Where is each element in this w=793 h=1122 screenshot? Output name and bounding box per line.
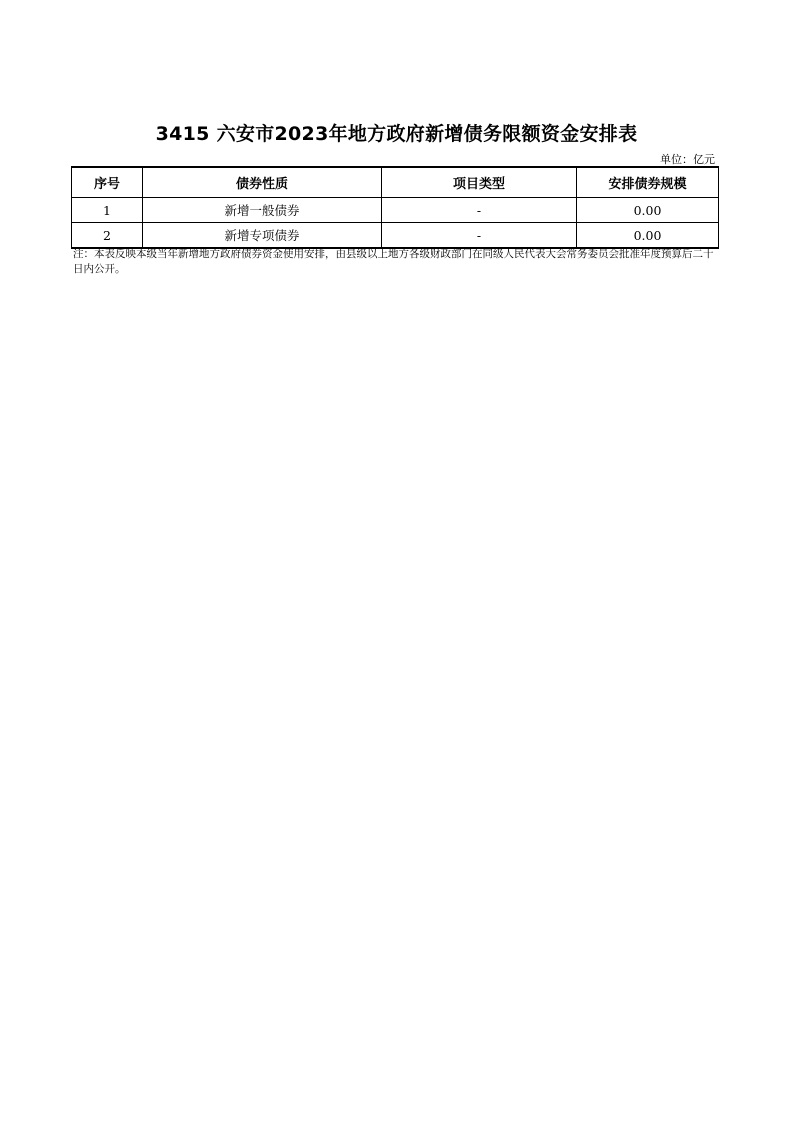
debt-allocation-table xyxy=(71,166,719,249)
header-bond-type: 债券性质 xyxy=(143,167,382,198)
cell-bond-amount: 0.00 xyxy=(577,198,719,223)
header-project-type: 项目类型 xyxy=(382,167,577,198)
cell-project-type: - xyxy=(382,223,577,249)
cell-serial-number: 1 xyxy=(72,198,143,223)
header-bond-amount: 安排债券规模 xyxy=(577,167,719,198)
cell-bond-type: 新增一般债券 xyxy=(143,198,382,223)
cell-serial-number: 2 xyxy=(72,223,143,249)
unit-label: 单位：亿元 xyxy=(660,153,715,166)
cell-bond-amount: 0.00 xyxy=(577,223,719,249)
table-row xyxy=(72,223,719,249)
header-serial-number: 序号 xyxy=(72,167,143,198)
page-title: 3415 六安市2023年地方政府新增债务限额资金安排表 xyxy=(155,123,638,145)
table-row xyxy=(72,198,719,223)
cell-bond-type: 新增专项债券 xyxy=(143,223,382,249)
table-header-row xyxy=(72,167,719,198)
cell-project-type: - xyxy=(382,198,577,223)
footnote: 注：本表反映本级当年新增地方政府债券资金使用安排，由县级以上地方各级财政部门在同级人民代表大会常务委员会批准年度预算后二十日内公开。 xyxy=(73,248,714,275)
